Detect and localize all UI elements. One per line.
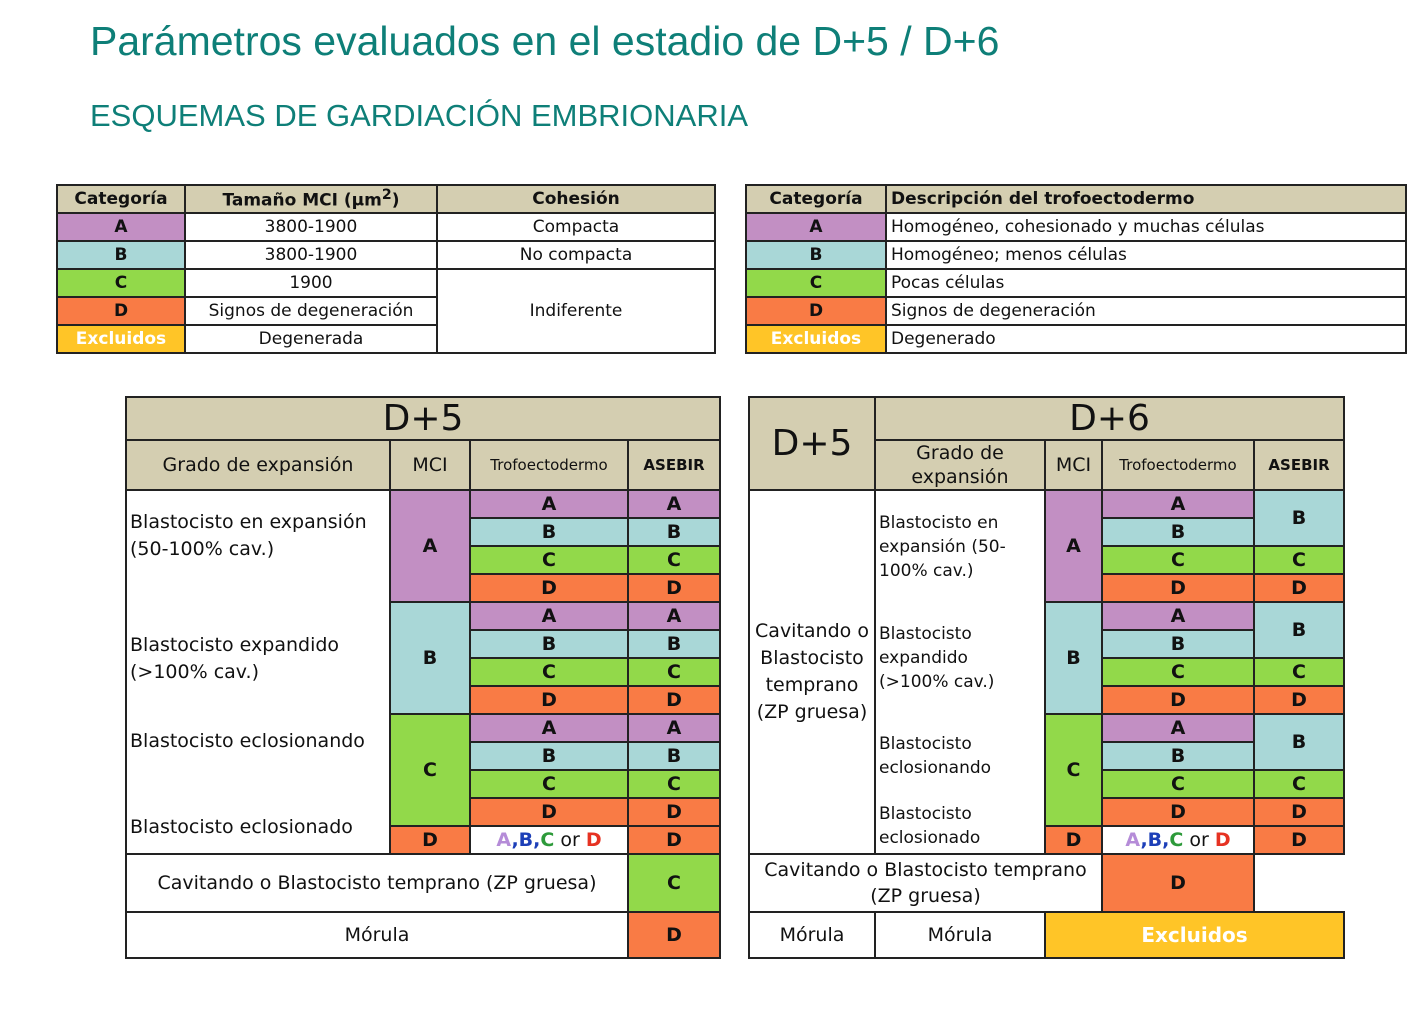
d5-desc-expandido: Blastocisto expandido (>100% cav.) — [126, 602, 390, 714]
d5-asebir: A — [628, 490, 720, 518]
d6-mci: B — [1045, 602, 1102, 714]
d6-asebir: C — [1254, 546, 1344, 574]
d6-col-expansion: Grado de expansión — [875, 440, 1045, 490]
icm-cohesion-merged: Indiferente — [437, 269, 715, 353]
d6-col-mci: MCI — [1045, 440, 1102, 490]
te-desc: Homogéneo, cohesionado y muchas células — [886, 213, 1406, 241]
header-tamano-sup: 2 — [381, 187, 392, 204]
d5-te: B — [470, 518, 628, 546]
icm-cat: B — [57, 241, 185, 269]
d6-te: A — [1102, 714, 1254, 742]
icm-size: 3800-1900 — [185, 241, 437, 269]
icm-cohesion: No compacta — [437, 241, 715, 269]
d6-te: C — [1102, 770, 1254, 798]
te-cat: D — [746, 297, 886, 325]
mix-c1: , — [511, 829, 519, 851]
d6-desc-eclosionando: Blastocisto eclosionando — [875, 714, 1045, 798]
d6-asebir: C — [1254, 658, 1344, 686]
d5-te: D — [470, 574, 628, 602]
icm-size: 1900 — [185, 269, 437, 297]
header-descripcion: Descripción del trofoectodermo — [886, 185, 1406, 213]
te-desc: Degenerado — [886, 325, 1406, 353]
te-desc: Signos de degeneración — [886, 297, 1406, 325]
d5-asebir: D — [628, 574, 720, 602]
d6-te: D — [1102, 686, 1254, 714]
d6-asebir-merged: B — [1254, 714, 1344, 770]
mix-c2: , — [533, 829, 541, 851]
mix-d: D — [585, 829, 602, 851]
d6-desc-expandido: Blastocisto expandido (>100% cav.) — [875, 602, 1045, 714]
header-tamano-mci — [185, 185, 437, 213]
te-cat-excluidos: Excluidos — [746, 325, 886, 353]
d5-col-mci: MCI — [390, 440, 470, 490]
mix-b: B — [518, 829, 534, 851]
header-tamano-end: ) — [391, 190, 400, 211]
icm-cat: A — [57, 213, 185, 241]
d6-te: C — [1102, 658, 1254, 686]
mix-a: A — [496, 829, 512, 851]
d6-left-desc: Cavitando o Blastocisto temprano (ZP gruesa) — [749, 490, 875, 854]
d5-mci: A — [390, 490, 470, 602]
d5-desc-eclosionado: Blastocisto eclosionado — [126, 798, 390, 854]
d5-te: B — [470, 742, 628, 770]
header-categoria: Categoría — [746, 185, 886, 213]
mix-b: B — [1147, 829, 1163, 851]
d5-mci: D — [390, 826, 470, 854]
d5-te: D — [470, 686, 628, 714]
d6-te: D — [1102, 798, 1254, 826]
te-desc: Pocas células — [886, 269, 1406, 297]
mix-or: or — [1183, 829, 1215, 851]
d6-te: A — [1102, 490, 1254, 518]
icm-cat-excluidos: Excluidos — [57, 325, 185, 353]
d6-left-morula: Mórula — [749, 912, 875, 958]
d6-te: B — [1102, 518, 1254, 546]
d5-col-asebir: ASEBIR — [628, 440, 720, 490]
d5-asebir: D — [628, 798, 720, 826]
icm-grading-table — [56, 184, 716, 354]
page-title: Parámetros evaluados en el estadio de D+5 / D+6 — [90, 18, 1000, 64]
d5-asebir: A — [628, 602, 720, 630]
d5-morula: Mórula — [126, 912, 628, 958]
d5-asebir: C — [628, 658, 720, 686]
d5-te: D — [470, 798, 628, 826]
d5-col-expansion: Grado de expansión — [126, 440, 390, 490]
d6-asebir-merged: B — [1254, 490, 1344, 546]
d5-te: A — [470, 714, 628, 742]
header-tamano-text: Tamaño MCI (µm — [222, 190, 382, 211]
d5-mci: B — [390, 602, 470, 714]
d5-desc-eclosionando: Blastocisto eclosionando — [126, 714, 390, 798]
d5-grading-table — [125, 396, 721, 959]
d6-mci: D — [1045, 826, 1102, 854]
d6-asebir: D — [1254, 826, 1344, 854]
d6-left-title: D+5 — [749, 397, 875, 490]
d5-morula-grade: D — [628, 912, 720, 958]
icm-size: Degenerada — [185, 325, 437, 353]
d5-asebir: B — [628, 742, 720, 770]
mix-or: or — [554, 829, 586, 851]
mix-c2: , — [1162, 829, 1170, 851]
mix-a: A — [1125, 829, 1141, 851]
d6-te: B — [1102, 630, 1254, 658]
d6-mci: A — [1045, 490, 1102, 602]
te-grading-table — [745, 184, 1407, 354]
te-cat: B — [746, 241, 886, 269]
te-desc: Homogéneo; menos células — [886, 241, 1406, 269]
d5-asebir: B — [628, 518, 720, 546]
mix-c1: , — [1140, 829, 1148, 851]
d6-mci: C — [1045, 714, 1102, 826]
d6-te-any — [1102, 826, 1254, 854]
icm-size: Signos de degeneración — [185, 297, 437, 325]
d6-morula: Mórula — [875, 912, 1045, 958]
header-categoria: Categoría — [57, 185, 185, 213]
d5-col-te: Trofoectodermo — [470, 440, 628, 490]
d5-asebir: C — [628, 546, 720, 574]
d6-te: D — [1102, 574, 1254, 602]
page-subtitle: ESQUEMAS DE GARDIACIÓN EMBRIONARIA — [90, 98, 748, 133]
mix-c: C — [540, 829, 555, 851]
d5-asebir: B — [628, 630, 720, 658]
d5-title: D+5 — [126, 397, 720, 440]
d5-te: C — [470, 770, 628, 798]
icm-cat: D — [57, 297, 185, 325]
d6-asebir: C — [1254, 770, 1344, 798]
d6-desc-eclosionado: Blastocisto eclosionado — [875, 798, 1045, 854]
d6-grading-table — [748, 396, 1345, 959]
d5-asebir: A — [628, 714, 720, 742]
d6-cavitando: Cavitando o Blastocisto temprano (ZP gruesa) — [749, 854, 1102, 912]
d5-te-any — [470, 826, 628, 854]
d5-cavitando: Cavitando o Blastocisto temprano (ZP gruesa) — [126, 854, 628, 912]
d6-title: D+6 — [875, 397, 1344, 440]
d5-asebir: D — [628, 826, 720, 854]
d5-asebir: D — [628, 686, 720, 714]
icm-cohesion: Compacta — [437, 213, 715, 241]
d5-te: C — [470, 546, 628, 574]
icm-size: 3800-1900 — [185, 213, 437, 241]
d6-asebir: D — [1254, 798, 1344, 826]
mix-d: D — [1214, 829, 1231, 851]
d5-te: A — [470, 602, 628, 630]
d6-col-te: Trofoectodermo — [1102, 440, 1254, 490]
d5-te: C — [470, 658, 628, 686]
d5-asebir: C — [628, 770, 720, 798]
d6-asebir-merged: B — [1254, 602, 1344, 658]
te-cat: A — [746, 213, 886, 241]
d5-desc-expansion: Blastocisto en expansión (50-100% cav.) — [126, 490, 390, 602]
header-cohesion: Cohesión — [437, 185, 715, 213]
te-cat: C — [746, 269, 886, 297]
d6-desc-expansion: Blastocisto en expansión (50-100% cav.) — [875, 490, 1045, 602]
d5-mci: C — [390, 714, 470, 826]
d6-cavitando-grade: D — [1102, 854, 1254, 912]
d6-col-asebir: ASEBIR — [1254, 440, 1344, 490]
d6-morula-excluidos: Excluidos — [1045, 912, 1344, 958]
mix-c: C — [1169, 829, 1184, 851]
d6-asebir: D — [1254, 686, 1344, 714]
d6-te: A — [1102, 602, 1254, 630]
icm-cat: C — [57, 269, 185, 297]
d6-asebir: D — [1254, 574, 1344, 602]
d5-te: B — [470, 630, 628, 658]
d6-te: C — [1102, 546, 1254, 574]
d5-te: A — [470, 490, 628, 518]
d5-cavitando-grade: C — [628, 854, 720, 912]
d6-te: B — [1102, 742, 1254, 770]
